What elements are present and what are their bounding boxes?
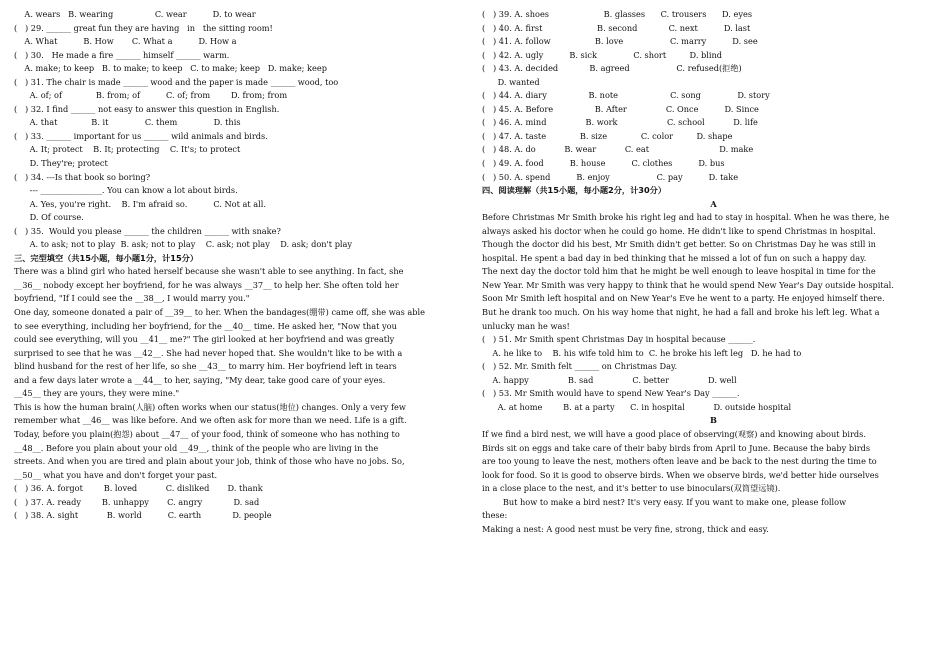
text-line: This is how the human brain(人脑) often works when our status(地位) changes. Only a very few	[14, 401, 406, 412]
left-paragraph	[14, 265, 477, 306]
text-line: in a close place to the nest, and it's better to use binoculars(双筒望远镜).	[482, 483, 781, 494]
text-line: ( ) 29. ______ great fun they are having in the sitting room!	[14, 22, 273, 33]
right-paragraph	[482, 22, 945, 36]
left-paragraph	[14, 184, 477, 198]
text-line: Before Christmas Mr Smith broke his right leg and had to stay in hospital. When he was there, he	[482, 212, 890, 223]
text-line: ( ) 40. A. first B. second C. next D. last	[482, 22, 751, 33]
text-line: are too young to leave the nest, mothers often leave and be back to the nest during the time to	[482, 456, 877, 467]
text-line: surprised to see that he was __42__. She had never hoped that. She wouldn't like to be with a	[14, 347, 403, 358]
text-line: streets. And when you are tired and plain about your job, think of those who have no jobs. So,	[14, 456, 405, 467]
left-paragraph	[14, 211, 477, 225]
left-paragraph	[14, 509, 477, 523]
text-line: ( ) 41. A. follow B. love C. marry D. see	[482, 36, 758, 47]
text-line: ( ) 45. A. Before B. After C. Once D. Since	[482, 103, 759, 114]
text-line: Birds sit on eggs and take care of their baby birds from April to June. Because the baby birds	[482, 442, 871, 453]
text-line: B	[710, 415, 717, 426]
left-paragraph	[14, 22, 477, 36]
text-line: ( ) 51. Mr Smith spent Christmas Day in hospital because ______.	[482, 334, 756, 345]
right-paragraph	[482, 8, 945, 22]
text-line: 三、完型填空（共15小题，每小题1分，计15分）	[14, 252, 199, 263]
left-paragraph	[14, 401, 477, 482]
left-paragraph	[14, 103, 477, 117]
text-line: D. Of course.	[14, 212, 84, 223]
text-line: A. make; to keep B. to make; to keep C. to make; keep D. make; keep	[14, 63, 327, 74]
text-line: ( ) 36. A. forgot B. loved C. disliked D. thank	[14, 483, 263, 494]
left-paragraph	[14, 252, 477, 266]
left-paragraph	[14, 116, 477, 130]
text-line: these:	[482, 510, 508, 521]
text-line: ( ) 35. Would you please ______ the children ______ with snake?	[14, 225, 281, 236]
right-paragraph	[482, 496, 945, 523]
text-line: D. wanted	[482, 76, 540, 87]
text-line: __36__ nobody except her boyfriend, for he was always __37__ to help her. She often told her	[14, 279, 399, 290]
text-line: always asked his doctor when he could go home. He didn't like to spend Christmas in hospital.	[482, 225, 876, 236]
right-paragraph	[482, 347, 945, 361]
left-paragraph	[14, 89, 477, 103]
text-line: ( ) 53. Mr Smith would have to spend New Year's Day ______.	[482, 388, 740, 399]
text-line: ( ) 42. A. ugly B. sick C. short D. blind	[482, 49, 723, 60]
right-paragraph	[482, 401, 945, 415]
left-paragraph	[14, 171, 477, 185]
text-line: ( ) 47. A. taste B. size C. color D. shape	[482, 130, 733, 141]
right-paragraph	[482, 442, 945, 496]
text-line: ( ) 46. A. mind B. work C. school D. life	[482, 117, 758, 128]
text-line: Soon Mr Smith left hospital and on New Year's Eve he went to a party. He enjoyed himself there.	[482, 293, 885, 304]
right-paragraph	[482, 374, 945, 388]
text-line: A. Yes, you're right. B. I'm afraid so. C. Not at all.	[14, 198, 266, 209]
text-line: Though the doctor did his best, Mr Smith didn't get better. So on Christmas Day he was still in	[482, 239, 876, 250]
right-paragraph	[482, 333, 945, 347]
right-paragraph	[482, 76, 945, 90]
left-paragraph	[14, 482, 477, 496]
left-paragraph	[14, 35, 477, 49]
text-line: ( ) 52. Mr. Smith felt ______ on Christmas Day.	[482, 361, 678, 372]
text-line: remember what __46__ was like before. And we often ask for more than we need. Life is a gift.	[14, 415, 407, 426]
text-line: ( ) 37. A. ready B. unhappy C. angry D. sad	[14, 496, 260, 507]
text-line: The next day the doctor told him that he might be well enough to leave hospital in time for the	[482, 266, 876, 277]
text-line: ( ) 34. ---Is that book so boring?	[14, 171, 151, 182]
right-paragraph	[482, 62, 945, 76]
text-line: to see everything, including her boyfriend, for the __40__ time. He asked her, "Now that you	[14, 320, 397, 331]
right-paragraph	[482, 387, 945, 401]
right-paragraph	[482, 116, 945, 130]
text-line: ( ) 39. A. shoes B. glasses C. trousers D. eyes	[482, 9, 753, 19]
left-paragraph	[14, 198, 477, 212]
text-line: ( ) 44. A. diary B. note C. song D. story	[482, 90, 770, 101]
left-paragraph	[14, 225, 477, 239]
text-line: A. It; protect B. It; protecting C. It's; to protect	[14, 144, 241, 155]
right-paragraph	[482, 171, 945, 185]
right-paragraph	[482, 428, 945, 442]
text-line: ( ) 48. A. do B. wear C. eat D. make	[482, 144, 754, 155]
left-paragraph	[14, 76, 477, 90]
text-line: D. They're; protect	[14, 158, 108, 169]
text-line: look for food. So it is good to observe birds. When we observe birds, we'd better hide ourselves	[482, 469, 879, 480]
left-paragraph	[14, 157, 477, 171]
text-line: and a few days later wrote a __44__ to her, saying, "My dear, take good care of your eyes.	[14, 374, 386, 385]
text-line: blind husband for the rest of her life, so she __43__ to marry him. Her boyfriend left in tears	[14, 361, 397, 372]
right-paragraph	[482, 198, 945, 212]
text-line: A. of; of B. from; of C. of; from D. from; from	[14, 90, 288, 101]
text-line: A. that B. it C. them D. this	[14, 117, 241, 128]
right-paragraph	[482, 523, 945, 537]
text-line: A. What B. How C. What a D. How a	[14, 36, 237, 47]
text-line: Today, before you plain(抱怨) about __47__ of your food, think of someone who has nothing to	[14, 428, 400, 439]
right-paragraph	[482, 130, 945, 144]
text-line: ( ) 49. A. food B. house C. clothes D. bus	[482, 158, 725, 169]
right-paragraph	[482, 103, 945, 117]
text-line: boyfriend, "If I could see the __38__, I would marry you."	[14, 293, 250, 304]
left-paragraph	[14, 49, 477, 63]
text-line: One day, someone donated a pair of __39__ to her. When the bandages(绷带) came off, she was able	[14, 307, 425, 318]
text-line: Making a nest: A good nest must be very fine, strong, thick and easy.	[482, 523, 769, 534]
text-line: If we find a bird nest, we will have a good place of observing(观察) and knowing about birds.	[482, 428, 866, 439]
text-line: unlucky man he was!	[482, 320, 570, 331]
right-paragraph	[482, 35, 945, 49]
text-line: But how to make a bird nest? It's very easy. If you want to make one, please follow	[482, 496, 847, 507]
right-paragraph	[482, 89, 945, 103]
text-line: __45__ they are yours, they were mine."	[14, 388, 180, 399]
text-line: --- _______________. You can know a lot about birds.	[14, 185, 238, 196]
right-paragraph	[482, 157, 945, 171]
right-paragraph	[482, 143, 945, 157]
text-line: But he drank too much. On his way home that night, he had a fall and broke his left leg. What a	[482, 307, 880, 318]
left-paragraph	[14, 130, 477, 144]
left-paragraph	[14, 143, 477, 157]
text-line: A. he like to B. his wife told him to C. he broke his left leg D. he had to	[482, 347, 802, 358]
left-paragraph	[14, 306, 477, 401]
left-paragraph	[14, 62, 477, 76]
right-paragraph	[482, 360, 945, 374]
text-line: __50__ what you have and don't forget your past.	[14, 469, 218, 480]
text-line: hospital. He spent a bad day in bed thinking that he missed a lot of fun on such a happy day.	[482, 252, 867, 263]
right-paragraph	[482, 414, 945, 428]
text-line: A. to ask; not to play B. ask; not to play C. ask; not play D. ask; don't play	[14, 239, 353, 250]
text-line: ( ) 43. A. decided B. agreed C. refused(拒绝)	[482, 63, 742, 74]
left-paragraph	[14, 238, 477, 252]
right-paragraph	[482, 265, 945, 333]
text-line: A	[710, 198, 717, 209]
left-paragraph	[14, 496, 477, 510]
right-paragraph	[482, 184, 945, 198]
text-line: There was a blind girl who hated herself because she wasn't able to see anything. In fact, she	[14, 266, 404, 277]
left-column	[14, 8, 477, 653]
text-line: 四、阅读理解（共15小题，每小题2分，计30分）	[482, 185, 667, 196]
text-line: A. wears B. wearing C. wear D. to wear	[14, 9, 256, 19]
text-line: ( ) 30. He made a fire ______ himself ______ warm.	[14, 49, 230, 60]
text-line: ( ) 50. A. spend B. enjoy C. pay D. take	[482, 171, 739, 182]
text-line: New Year. Mr Smith was very happy to think that he would spend New Year's Day outside hospital.	[482, 279, 894, 290]
right-paragraph	[482, 49, 945, 63]
text-line: ( ) 31. The chair is made ______ wood and the paper is made ______ wood, too	[14, 76, 339, 87]
right-column	[482, 8, 945, 653]
left-paragraph	[14, 8, 477, 22]
text-line: ( ) 38. A. sight B. world C. earth D. people	[14, 510, 272, 521]
text-line: ( ) 32. I find ______ not easy to answer this question in English.	[14, 103, 280, 114]
text-line: A. at home B. at a party C. in hospital D. outside hospital	[482, 401, 792, 412]
text-line: could see everything, will you __41__ me?" The girl looked at her boyfriend and was greatly	[14, 334, 395, 345]
text-line: A. happy B. sad C. better D. well	[482, 374, 737, 385]
text-line: __48__. Before you plain about your old __49__, think of the people who are living in the	[14, 442, 379, 453]
text-line: ( ) 33. ______ important for us ______ wild animals and birds.	[14, 130, 268, 141]
right-paragraph	[482, 211, 945, 265]
